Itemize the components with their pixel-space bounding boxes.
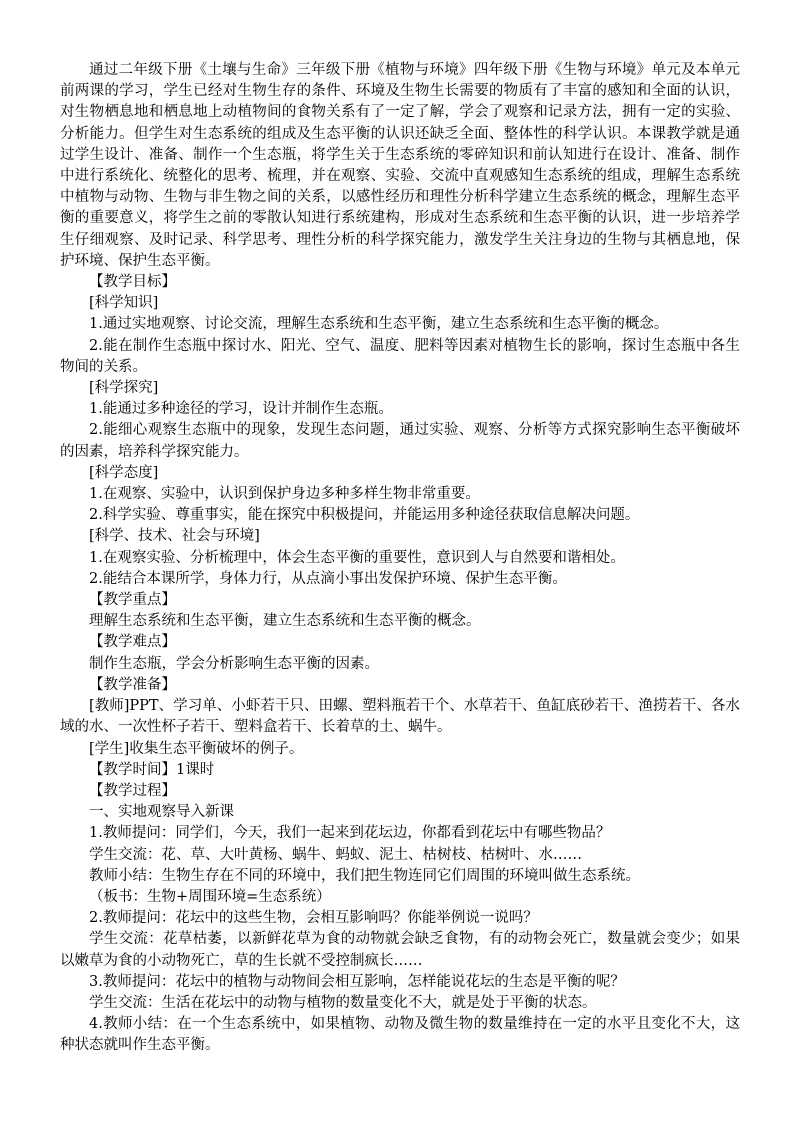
attitude-item: 2.科学实验、尊重事实，能在探究中积极提问，并能运用多种途径获取信息解决问题。 [89,507,640,524]
preparation-heading: 【教学准备】 [89,676,176,693]
inquiry-item: 1.能通过多种途径的学习，设计并制作生态瓶。 [89,401,393,418]
process-line: 2.教师提问：花坛中的这些生物，会相互影响吗？你能举例说一说吗？ [89,910,538,927]
process-line: 学生交流：花、草、大叶黄杨、蜗牛、蚂蚁、泥土、枯树枝、枯树叶、水…… [89,846,582,863]
knowledge-item: 1.通过实地观察、讨论交流，理解生态系统和生态平衡，建立生态系统和生态平衡的概念。 [89,316,669,333]
process-heading: 【教学过程】 [89,782,176,799]
key-point-heading: 【教学重点】 [89,592,176,609]
inquiry-label: [科学探究] [89,380,159,397]
difficulty-text: 制作生态瓶，学会分析影响生态平衡的因素。 [89,655,379,672]
key-point-text: 理解生态系统和生态平衡，建立生态系统和生态平衡的概念。 [89,613,481,630]
document-page [60,60,740,1057]
goals-heading: 【教学目标】 [89,274,176,291]
process-line: 1.教师提问：同学们，今天，我们一起来到花坛边，你都看到花坛中有哪些物品？ [89,825,611,842]
process-line: 学生交流：花草枯萎，以新鲜花草为食的动物就会缺乏食物，有的动物会死亡，数量就会变少；如果以嫩草为食的小动物死亡，草的生长就不受控制疯长…… [60,931,740,969]
intro-paragraph: 通过二年级下册《土壤与生命》三年级下册《植物与环境》四年级下册《生物与环境》单元及本单元前两课的学习，学生已经对生物生存的条件、环境及生物生长需要的物质有了丰富的感知和全面的认识，对生物栖息地和栖息地上动植物间的食物关系有了一定了解，学会了观察和记录方法，拥有一定的实验、分析能力。但学生对生态系统的组成及生态平衡的认识还缺乏全面、整体性的科学认识。本课教学就是通过学生设计、准备、制作一个生态瓶，将学生关于生态系统的零碎知识和前认知进行在设计、准备、制作中进行系统化、统整化的思考、梳理，并在观察、实验、交流中直观感知生态系统的组成，理解生态系统中植物与动物、生物与非生物之间的关系，以感性经历和理性分析科学建立生态系统的概念，理解生态平衡的重要意义，将学生之前的零散认知进行系统建构，形成对生态系统和生态平衡的认识，进一步培养学生仔细观察、及时记录、科学思考、理性分析的科学探究能力，激发学生关注身边的生物与其栖息地，保护环境、保护生态平衡。 [60,62,740,269]
time-value: 1课时 [176,761,215,778]
inquiry-item: 2.能细心观察生态瓶中的现象，发现生态问题，通过实验、观察、分析等方式探究影响生态平衡破坏的因素，培养科学探究能力。 [60,422,740,460]
process-section-title: 一、实地观察导入新课 [89,804,234,821]
sts-item: 2.能结合本课所学，身体力行，从点滴小事出发保护环境、保护生态平衡。 [89,570,567,587]
preparation-teacher: [教师]PPT、学习单、小虾若干只、田螺、塑料瓶若干个、水草若干、鱼缸底砂若干、渔捞若干、各水域的水、一次性杯子若干、塑料盒若干、长着草的土、蜗牛。 [60,698,740,736]
sts-item: 1.在观察实验、分析梳理中，体会生态平衡的重要性，意识到人与自然要和谐相处。 [89,549,625,566]
knowledge-label: [科学知识] [89,295,159,312]
process-line: 4.教师小结：在一个生态系统中，如果植物、动物及微生物的数量维持在一定的水平且变化不大，这种状态就叫作生态平衡。 [60,1016,740,1054]
process-line: 教师小结：生物生存在不同的环境中，我们把生物连同它们周围的环境叫做生态系统。 [89,867,640,884]
knowledge-item: 2.能在制作生态瓶中探讨水、阳光、空气、温度、肥料等因素对植物生长的影响，探讨生态瓶中各生物间的关系。 [60,337,740,375]
sts-label: [科学、技术、社会与环境] [89,528,260,545]
preparation-student: [学生]收集生态平衡破坏的例子。 [89,740,304,757]
time-heading: 【教学时间】 [89,761,176,778]
difficulty-heading: 【教学难点】 [89,634,176,651]
time-line [60,760,740,781]
attitude-label: [科学态度] [89,464,159,481]
process-line: （板书：生物+周围环境=生态系统） [89,888,331,905]
process-line: 3.教师提问：花坛中的植物与动物间会相互影响，怎样能说花坛的生态是平衡的呢？ [89,973,625,990]
attitude-item: 1.在观察、实验中，认识到保护身边多种多样生物非常重要。 [89,486,480,503]
process-line: 学生交流：生活在花坛中的动物与植物的数量变化不大，就是处于平衡的状态。 [89,994,597,1011]
